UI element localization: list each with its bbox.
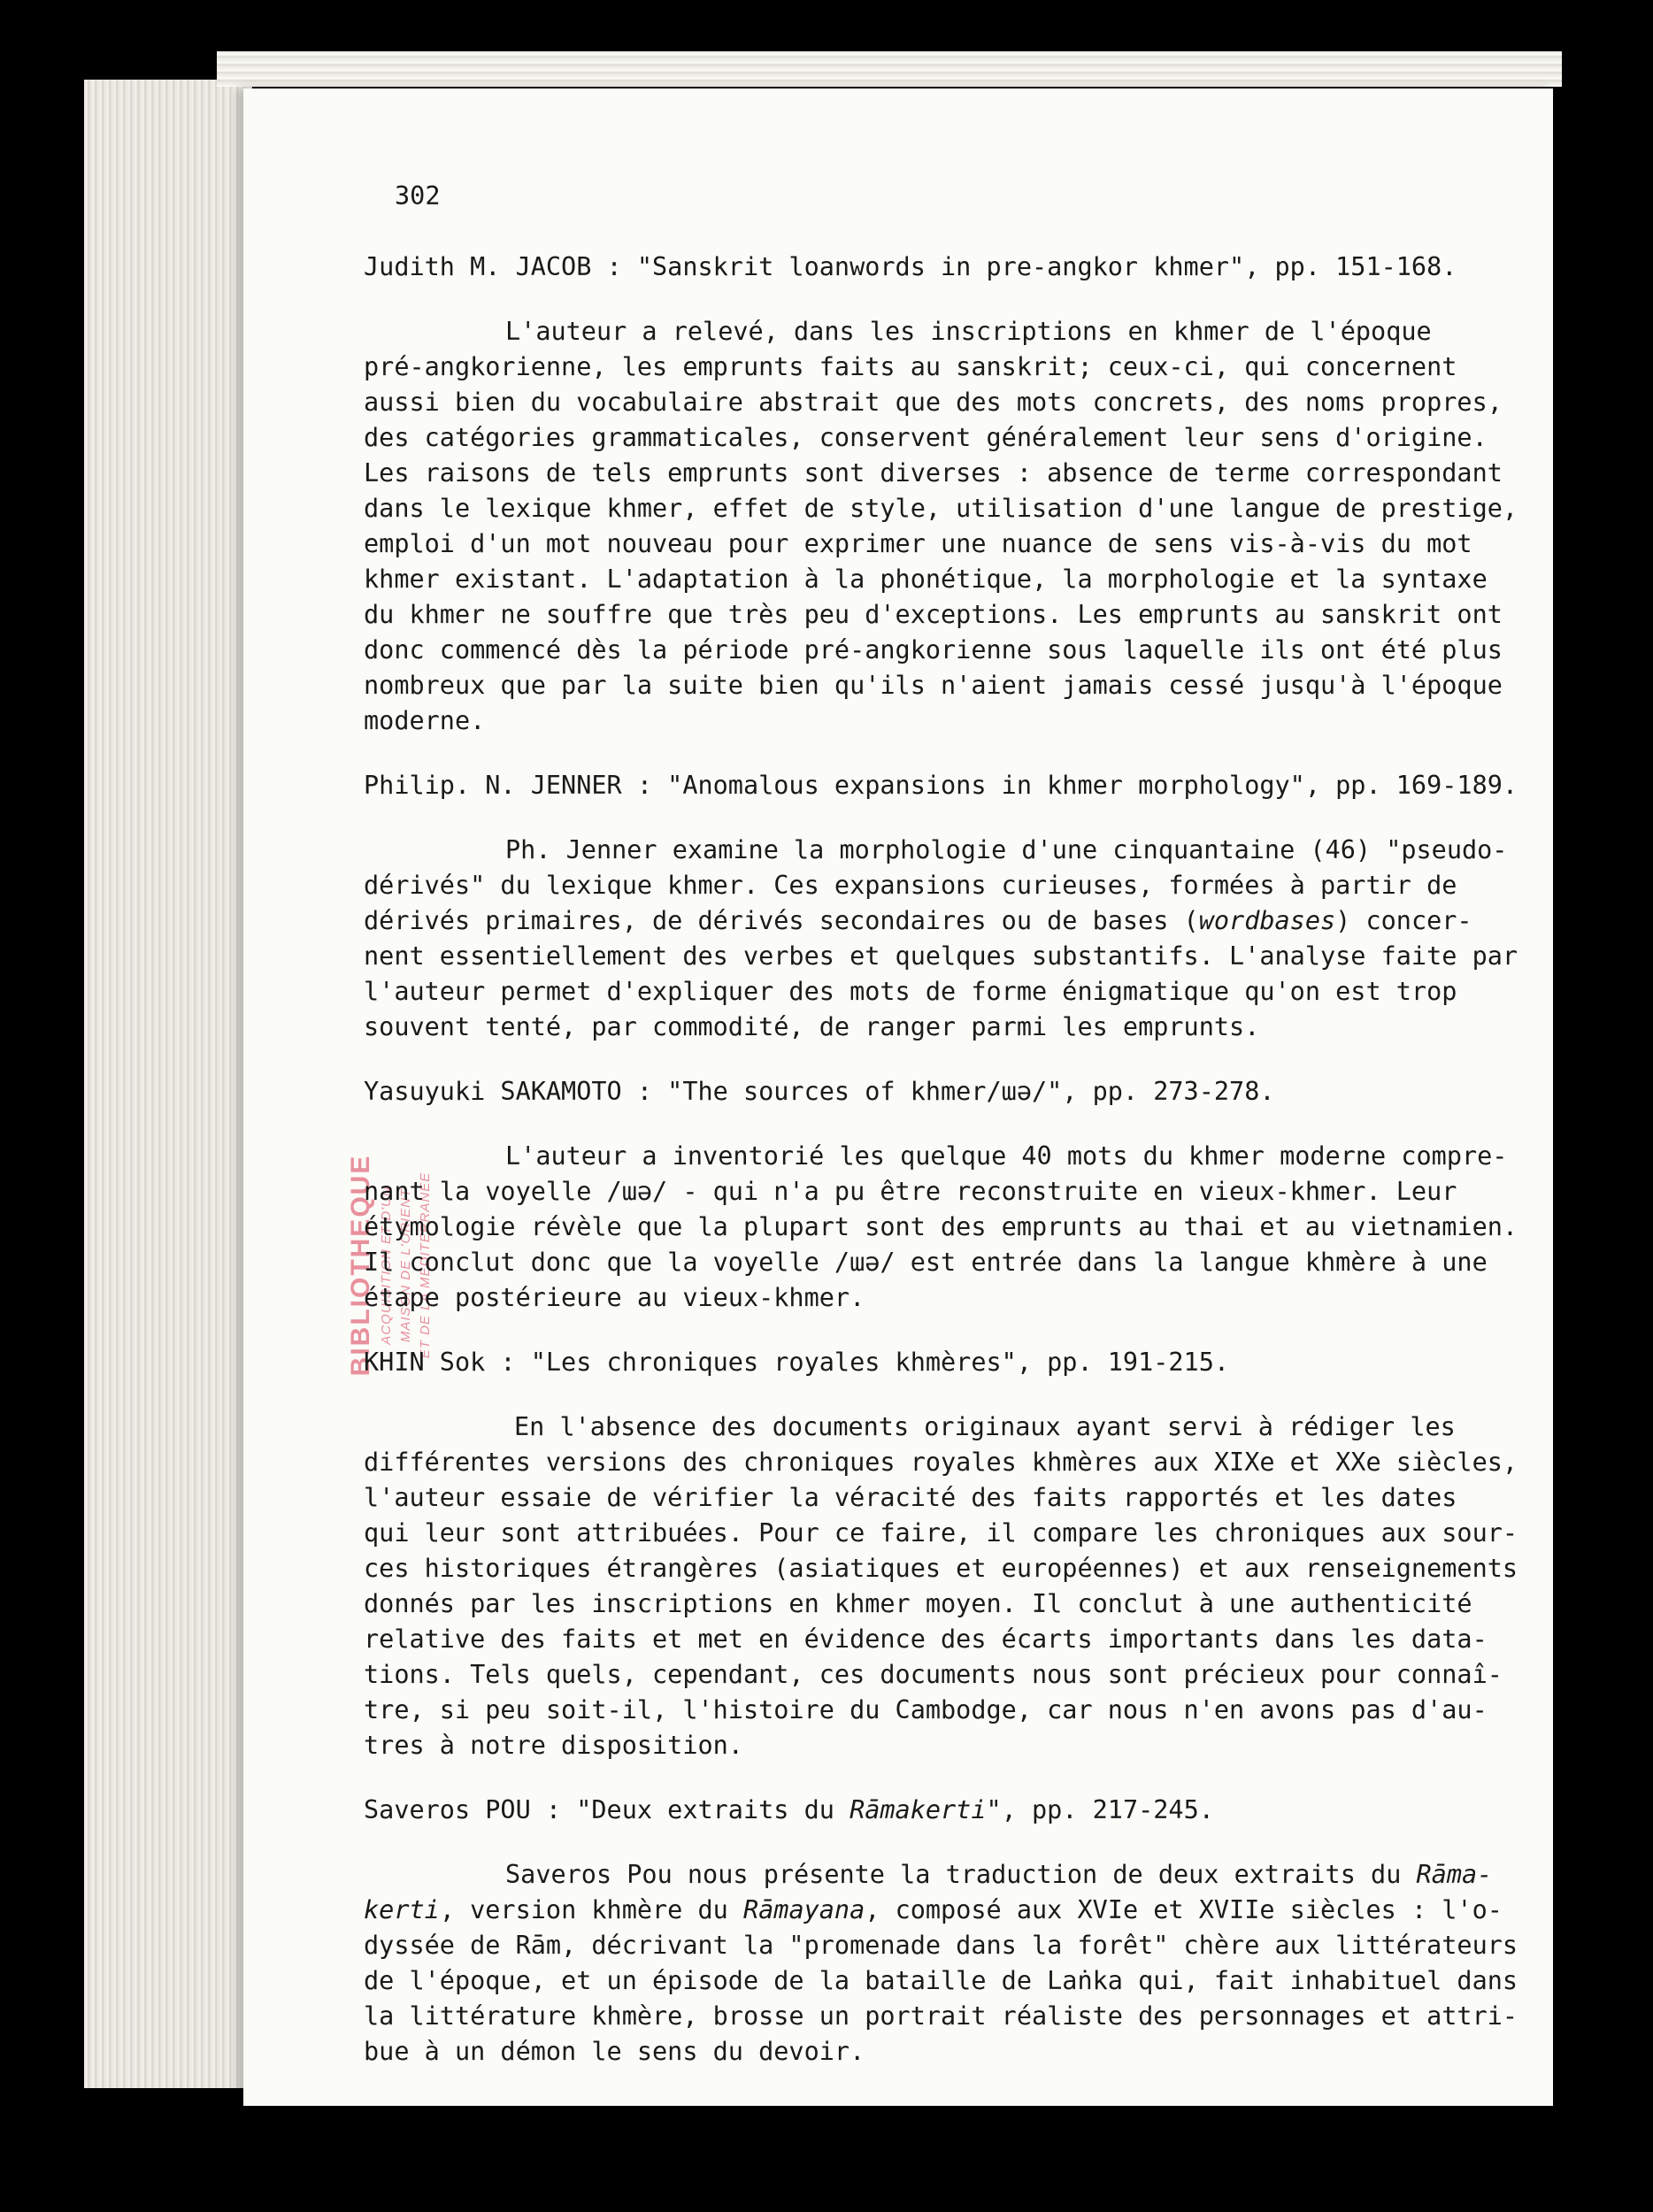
text-line: dyssée de Rām, décrivant la "promenade dans la forêt" chère aux littérateurs bbox=[364, 1931, 1518, 1960]
text-line: L'auteur a relevé, dans les inscriptions en khmer de l'époque bbox=[505, 317, 1432, 346]
text-segment: ) concer- bbox=[1335, 906, 1472, 935]
review-paragraph-pou bbox=[364, 1857, 1518, 2070]
review-paragraph-sakamoto bbox=[364, 1139, 1518, 1316]
text-segment: , version khmère du bbox=[439, 1895, 743, 1924]
stamp-line-3: ET DE LA MEDITERRANEE bbox=[418, 1171, 433, 1359]
text-line: tions. Tels quels, cependant, ces documents nous sont précieux pour connaî- bbox=[364, 1660, 1503, 1689]
text-line: Il conclut donc que la voyelle /ɯə/ est entrée dans la langue khmère à une bbox=[364, 1248, 1488, 1277]
italic-term: wordbases bbox=[1198, 906, 1336, 935]
heading-title-italic: Rāmakerti bbox=[850, 1795, 987, 1824]
review-heading-khin-sok: KHIN Sok : "Les chroniques royales khmères", pp. 191-215. bbox=[364, 1348, 1230, 1377]
text-line: l'auteur essaie de vérifier la véracité des faits rapportés et les dates bbox=[364, 1483, 1457, 1512]
review-heading-jenner: Philip. N. JENNER : "Anomalous expansions in khmer morphology", pp. 169-189. bbox=[364, 771, 1518, 800]
heading-segment: ", pp. 217-245. bbox=[986, 1795, 1214, 1824]
stamp-title: BIBLIOTHEQUE bbox=[346, 1154, 375, 1377]
text-line: aussi bien du vocabulaire abstrait que des mots concrets, des noms propres, bbox=[364, 388, 1503, 417]
review-paragraph-khin-sok bbox=[364, 1409, 1518, 1763]
page-number: 302 bbox=[395, 181, 441, 211]
text-line bbox=[364, 903, 1505, 939]
page-stack-edge bbox=[84, 80, 252, 2088]
text-line: pré-angkorienne, les emprunts faits au sanskrit; ceux-ci, qui concernent bbox=[364, 352, 1457, 381]
review-paragraph-jacob bbox=[364, 314, 1518, 739]
text-line: étape postérieure au vieux-khmer. bbox=[364, 1283, 865, 1312]
text-line: emploi d'un mot nouveau pour exprimer une nuance de sens vis-à-vis du mot bbox=[364, 529, 1472, 558]
text-line: de l'époque, et un épisode de la bataille de Laṅka qui, fait inhabituel dans bbox=[364, 1966, 1518, 1995]
italic-term: kerti bbox=[364, 1895, 440, 1924]
text-line: khmer existant. L'adaptation à la phonétique, la morphologie et la syntaxe bbox=[364, 565, 1488, 594]
text-line: moderne. bbox=[364, 706, 486, 735]
text-line: souvent tenté, par commodité, de ranger parmi les emprunts. bbox=[364, 1012, 1260, 1041]
text-line: nombreux que par la suite bien qu'ils n'aient jamais cessé jusqu'à l'époque bbox=[364, 671, 1503, 700]
review-heading-sakamoto: Yasuyuki SAKAMOTO : "The sources of khmer/ɯə/", pp. 273-278. bbox=[364, 1077, 1275, 1106]
text-line: relative des faits et met en évidence des écarts importants dans les data- bbox=[364, 1624, 1488, 1654]
text-line: bue à un démon le sens du devoir. bbox=[364, 2037, 865, 2066]
page-content bbox=[364, 179, 1518, 2099]
text-line: des catégories grammaticales, conservent généralement leur sens d'origine. bbox=[364, 423, 1488, 452]
text-line: l'auteur permet d'expliquer des mots de forme énigmatique qu'on est trop bbox=[364, 977, 1457, 1006]
review-heading-pou bbox=[364, 1793, 1505, 1828]
text-line: ces historiques étrangères (asiatiques et européennes) et aux renseignements bbox=[364, 1554, 1518, 1583]
text-line: En l'absence des documents originaux ayant servi à rédiger les bbox=[514, 1412, 1456, 1441]
text-segment: dérivés primaires, de dérivés secondaires ou de bases ( bbox=[364, 906, 1199, 935]
stamp-line-1: ACQUISITION ET D'UN bbox=[379, 1186, 394, 1345]
text-line: tres à notre disposition. bbox=[364, 1731, 743, 1760]
text-line: la littérature khmère, brosse un portrait réaliste des personnages et attri- bbox=[364, 2001, 1518, 2031]
review-paragraph-jenner bbox=[364, 833, 1518, 1045]
text-line: dans le lexique khmer, effet de style, utilisation d'une langue de prestige, bbox=[364, 494, 1518, 523]
text-line: L'auteur a inventorié les quelque 40 mots du khmer moderne compre- bbox=[505, 1141, 1508, 1171]
text-line: étymologie révèle que la plupart sont des emprunts au thai et au vietnamien. bbox=[364, 1212, 1518, 1241]
review-heading-jacob: Judith M. JACOB : "Sanskrit loanwords in pre-angkor khmer", pp. 151-168. bbox=[364, 252, 1457, 281]
text-line: donnés par les inscriptions en khmer moyen. Il conclut à une authenticité bbox=[364, 1589, 1472, 1618]
heading-segment: Saveros POU : "Deux extraits du bbox=[364, 1795, 850, 1824]
italic-term: Rāmayana bbox=[742, 1895, 865, 1924]
stamp-line-2: MAISON DE L'ORIENT bbox=[398, 1187, 413, 1343]
text-line: nent essentiellement des verbes et quelques substantifs. L'analyse faite par bbox=[364, 941, 1518, 971]
text-line: dérivés" du lexique khmer. Ces expansions curieuses, formées à partir de bbox=[364, 871, 1457, 900]
text-line bbox=[364, 1893, 1505, 1928]
italic-term: Rāma- bbox=[1416, 1860, 1493, 1889]
page-stack-top bbox=[217, 51, 1562, 87]
text-line bbox=[364, 1857, 1505, 1893]
text-line: Ph. Jenner examine la morphologie d'une cinquantaine (46) "pseudo- bbox=[505, 835, 1508, 864]
text-segment: Saveros Pou nous présente la traduction de deux extraits du bbox=[505, 1860, 1417, 1889]
text-line: du khmer ne souffre que très peu d'exceptions. Les emprunts au sanskrit ont bbox=[364, 600, 1503, 629]
text-line: qui leur sont attribuées. Pour ce faire, il compare les chroniques aux sour- bbox=[364, 1518, 1518, 1548]
text-line: Les raisons de tels emprunts sont diverses : absence de terme correspondant bbox=[364, 458, 1503, 488]
text-line: donc commencé dès la période pré-angkorienne sous laquelle ils ont été plus bbox=[364, 635, 1503, 664]
text-line: différentes versions des chroniques royales khmères aux XIXe et XXe siècles, bbox=[364, 1448, 1518, 1477]
text-line: nant la voyelle /ɯə/ - qui n'a pu être reconstruite en vieux-khmer. Leur bbox=[364, 1177, 1457, 1206]
text-line: tre, si peu soit-il, l'histoire du Cambodge, car nous n'en avons pas d'au- bbox=[364, 1695, 1488, 1724]
text-segment: , composé aux XVIe et XVIIe siècles : l'o- bbox=[865, 1895, 1503, 1924]
